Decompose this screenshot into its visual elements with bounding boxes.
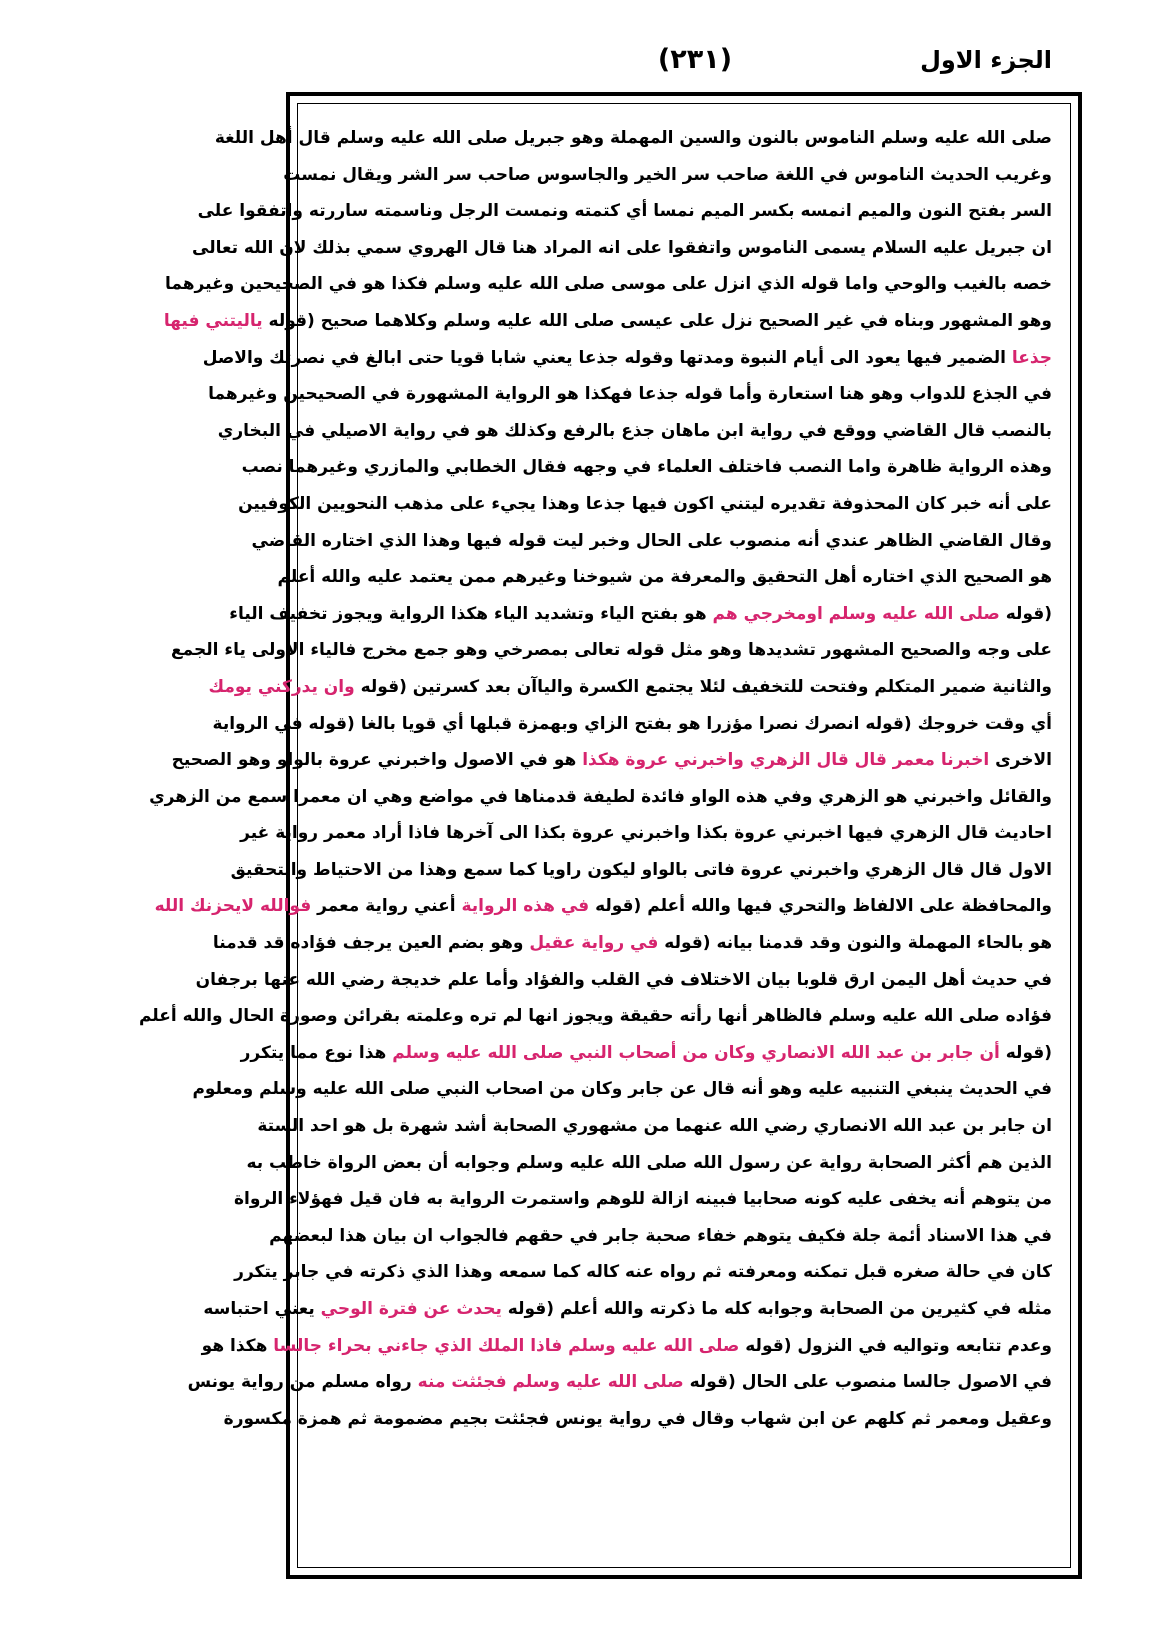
- text-segment: من يتوهم أنه يخفى عليه كونه صحابيا فبينه ازالة للوهم واستمرت الرواية به فان قيل فهؤلاء الرواة: [233, 1189, 1052, 1210]
- text-line: [202, 344, 1052, 381]
- text-line: [234, 1258, 1052, 1295]
- highlighted-phrase: جذعا: [1011, 347, 1052, 368]
- highlighted-phrase: أن جابر بن عبد الله الانصاري وكان من أصحاب النبي صلى الله عليه وسلم: [392, 1042, 1000, 1063]
- text-segment: الضمير فيها يعود الى أيام النبوة ومدتها وقوله جذعا يعني شابا قويا حتى ابالغ في نصرتك والاصل: [202, 347, 1012, 368]
- body-text: [138, 124, 1052, 1553]
- highlighted-phrase: اخبرنا معمر قال قال الزهري واخبرني عروة هكذا: [582, 750, 990, 771]
- text-line: [233, 1185, 1052, 1222]
- text-segment: كان في حالة صغره قبل تمكنه ومعرفته ثم رواه عنه كاله كما سمعه وهذا الذي ذكرته في جابر يتكرر: [234, 1262, 1052, 1283]
- text-line: [241, 453, 1052, 490]
- text-segment: على أنه خبر كان المحذوفة تقديره ليتني اكون فيها جذعا وهذا يجيء على مذهب النحويين الكوفيين: [238, 493, 1052, 514]
- text-segment: هو في الاصول واخبرني عروة بالواو وهو الصحيح: [171, 750, 583, 771]
- text-segment: والقائل واخبرني هو الزهري وفي هذه الواو فائدة لطيفة قدمناها في مواضع وهي ان معمرا سمع من الزهري: [149, 786, 1052, 807]
- page-header: [280, 44, 1080, 94]
- page-border: [138, 92, 1082, 1579]
- text-segment: يعني احتباسه: [203, 1299, 321, 1319]
- text-line: [163, 307, 1052, 344]
- text-line: [257, 1112, 1052, 1149]
- text-line: [149, 783, 1052, 820]
- text-line: [246, 1149, 1052, 1186]
- text-segment: الاخرى: [989, 750, 1052, 771]
- text-line: [187, 1368, 1052, 1405]
- text-line: [138, 1002, 1052, 1039]
- text-line: [171, 636, 1052, 673]
- text-segment: الذين هم أكثر الصحابة رواية عن رسول الله صلى الله عليه وسلم وجوابه أن بعض الرواة خاطب به: [246, 1152, 1052, 1173]
- text-segment: في حديث أهل اليمن ارق قلوبا بيان الاختلاف في القلب والفؤاد وأما علم خديجة رضي الله عنها برجفان: [195, 969, 1052, 990]
- text-segment: (قوله: [999, 603, 1052, 624]
- highlighted-phrase: صلى الله عليه وسلم فاذا الملك الذي جاءني بحراء جالسا: [273, 1335, 740, 1356]
- text-line: [283, 161, 1052, 198]
- text-segment: وهو المشهور وبناه في غير الصحيح نزل على عيسى صلى الله عليه وسلم وكلاهما صحيح (قوله: [262, 310, 1052, 331]
- text-line: [197, 197, 1052, 234]
- text-line: [195, 966, 1052, 1003]
- text-line: [230, 856, 1052, 893]
- text-segment: احاديث قال الزهري فيها اخبرني عروة بكذا واخبرني عروة بكذا الى آخرها فاذا أراد معمر رواية غير: [240, 823, 1052, 844]
- text-segment: في الحديث ينبغي التنبيه عليه وهو أنه قال عن جابر وكان من اصحاب النبي صلى الله عليه وسلم ومعلوم: [192, 1079, 1052, 1100]
- text-line: [208, 380, 1052, 417]
- text-line: [223, 1405, 1052, 1442]
- text-segment: رواه مسلم من رواية يونس: [187, 1372, 418, 1393]
- text-segment: هكذا هو: [201, 1335, 274, 1356]
- text-line: [192, 1075, 1052, 1112]
- text-segment: مثله في كثيرين من الصحابة وجوابه كله ما ذكرته والله أعلم (قوله: [501, 1299, 1052, 1319]
- text-line: [214, 124, 1052, 161]
- text-line: [212, 710, 1052, 747]
- highlighted-phrase: في هذه الرواية: [461, 896, 590, 917]
- text-segment: أي وقت خروجك (قوله انصرك نصرا مؤزرا هو بفتح الزاي وبهمزة قبلها أي قويا بالغا (قوله في الرواية: [212, 713, 1052, 734]
- text-segment: السر بفتح النون والميم انمسه بكسر الميم نمسا أي كتمته ونمست الرجل وناسمته ساررته واتفقوا على: [197, 201, 1052, 222]
- text-line: [251, 527, 1052, 564]
- text-segment: هو الصحيح الذي اختاره أهل التحقيق والمعرفة من شيوخنا وغيرهم ممن يعتمد عليه والله أعلم: [277, 567, 1052, 588]
- text-line: [240, 819, 1052, 856]
- highlighted-phrase: يحدث عن فترة الوحي: [320, 1299, 502, 1319]
- text-line: [269, 1222, 1052, 1259]
- volume-title: الجزء الاول: [920, 46, 1052, 74]
- text-line: [154, 892, 1052, 929]
- highlighted-phrase: ياليتني فيها: [163, 310, 263, 331]
- text-segment: فؤاده صلى الله عليه وسلم فالظاهر أنها رأته حقيقة ويجوز انها لم تره وعلمته بقرائن وصورة الحال والله أعلم: [138, 1006, 1052, 1027]
- text-segment: وقال القاضي الظاهر عندي أنه منصوب على الحال وخبر ليت قوله فيها وهذا الذي اختاره القاضي: [251, 530, 1052, 551]
- text-segment: صلى الله عليه وسلم الناموس بالنون والسين المهملة وهو جبريل صلى الله عليه وسلم قال أهل اللغة: [214, 128, 1052, 148]
- text-segment: بالنصب قال القاضي ووقع في رواية ابن ماهان جذع بالرفع وكذلك هو في رواية الاصيلي في البخاري: [217, 420, 1052, 441]
- text-line: [171, 746, 1052, 783]
- highlighted-phrase: في رواية عقيل: [529, 933, 659, 954]
- highlighted-phrase: وان يدركني يومك: [208, 676, 355, 697]
- text-segment: أعني رواية معمر: [311, 896, 462, 917]
- text-segment: وعدم تتابعه وتواليه في النزول (قوله: [739, 1335, 1052, 1356]
- text-segment: خصه بالغيب والوحي واما قوله الذي انزل على موسى صلى الله عليه وسلم فكذا هو في الصحيحين وغيرهما: [164, 274, 1052, 295]
- text-line: [203, 1295, 1052, 1332]
- text-segment: هذا نوع مما يتكرر: [240, 1042, 393, 1063]
- text-segment: وغريب الحديث الناموس في اللغة صاحب سر الخير والجاسوس صاحب سر الشر ويقال نمست: [283, 164, 1052, 185]
- text-segment: في الاصول جالسا منصوب على الحال (قوله: [683, 1372, 1052, 1393]
- text-line: [192, 234, 1052, 271]
- page-number: (٢٣١): [657, 44, 733, 75]
- text-segment: والمحافظة على الالفاظ والتحري فيها والله أعلم (قوله: [589, 896, 1052, 917]
- text-line: [201, 1332, 1052, 1369]
- text-line: [229, 600, 1052, 637]
- text-segment: وهذه الرواية ظاهرة واما النصب فاختلف العلماء في وجهه فقال الخطابي والمازري وغيرهما نصب: [241, 457, 1052, 478]
- highlighted-phrase: صلى الله عليه وسلم فجئثت منه: [417, 1372, 684, 1393]
- text-segment: وعقيل ومعمر ثم كلهم عن ابن شهاب وقال في رواية يونس فجئثت بجيم مضمومة ثم همزة مكسورة: [223, 1408, 1052, 1429]
- page-border-inner: [138, 103, 1071, 1568]
- text-segment: في هذا الاسناد أئمة جلة فكيف يتوهم خفاء صحبة جابر في حقهم فالجواب ان بيان هذا لبعضهم: [269, 1225, 1052, 1246]
- text-line: [217, 417, 1052, 454]
- text-line: [277, 563, 1052, 600]
- text-line: [212, 929, 1052, 966]
- text-segment: ان جابر بن عبد الله الانصاري رضي الله عنهما من مشهوري الصحابة أشد شهرة بل هو احد الستة: [257, 1116, 1052, 1137]
- text-segment: الاول قال قال الزهري واخبرني عروة فاتى بالواو ليكون راويا كما سمع وهذا من الاحتياط والتحقيق: [230, 859, 1052, 880]
- text-line: [240, 1039, 1052, 1076]
- text-line: [164, 270, 1052, 307]
- highlighted-phrase: صلى الله عليه وسلم اومخرجي هم: [712, 603, 1000, 624]
- text-line: [238, 490, 1052, 527]
- text-segment: وهو بضم العين يرجف فؤاده قد قدمنا: [212, 933, 530, 954]
- text-segment: والثانية ضمير المتكلم وفتحت للتخفيف لئلا يجتمع الكسرة والياآن بعد كسرتين (قوله: [354, 676, 1052, 697]
- text-line: [208, 673, 1052, 710]
- text-segment: في الجذع للدواب وهو هنا استعارة وأما قوله جذعا فهكذا هو الرواية المشهورة في الصحيحين وغيرهما: [208, 384, 1052, 405]
- text-segment: هو بفتح الياء وتشديد الياء هكذا الرواية ويجوز تخفيف الياء: [229, 603, 713, 624]
- text-segment: (قوله: [999, 1042, 1052, 1063]
- text-segment: هو بالحاء المهملة والنون وقد قدمنا بيانه (قوله: [658, 933, 1052, 954]
- text-segment: ان جبريل عليه السلام يسمى الناموس واتفقوا على انه المراد هنا قال الهروي سمي بذلك لان الله تعالى: [192, 237, 1052, 258]
- text-segment: على وجه والصحيح المشهور تشديدها وهو مثل قوله تعالى بمصرخي وهو جمع مخرج فالياء الاولى ياء الجمع: [171, 640, 1052, 661]
- highlighted-phrase: فوالله لايحزنك الله: [154, 896, 312, 917]
